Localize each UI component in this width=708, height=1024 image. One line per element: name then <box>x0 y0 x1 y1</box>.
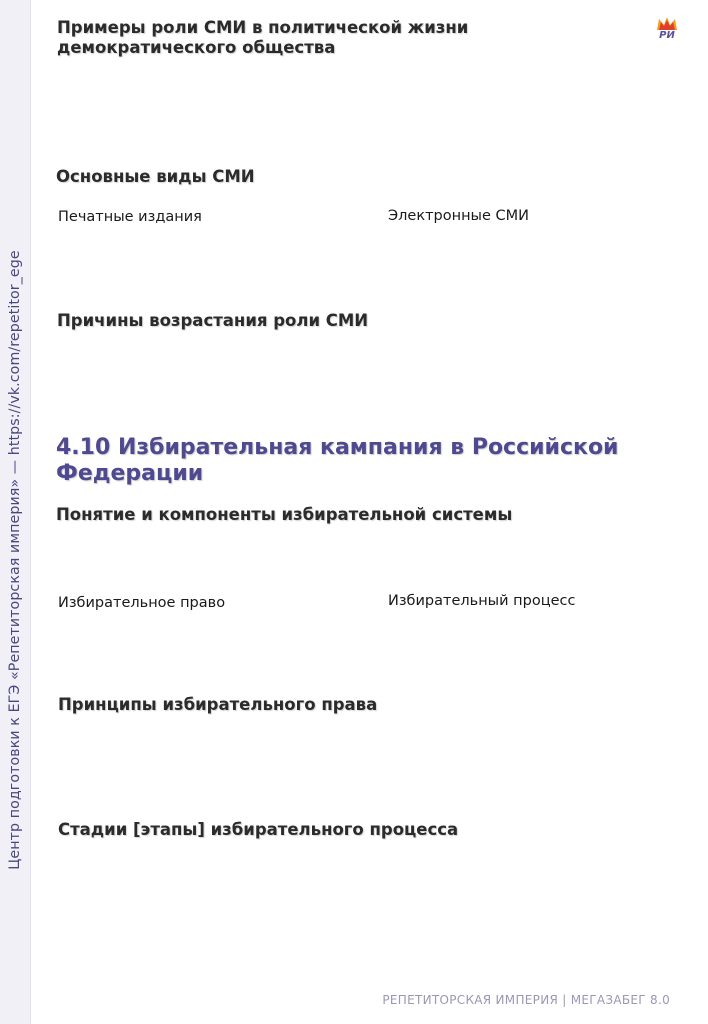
section-title: 4.10 Избирательная кампания в Российской Федерации <box>56 435 619 486</box>
print-media-label: Печатные издания <box>58 209 202 225</box>
electoral-stages-heading: Стадии [этапы] избирательного процесса <box>58 820 459 839</box>
sidebar-caption: Центр подготовки к ЕГЭ «Репетиторская империя» — https://vk.com/repetitor_ege <box>7 250 23 870</box>
footer <box>382 993 670 1007</box>
media-role-reasons-heading: Причины возрастания роли СМИ <box>57 311 369 330</box>
footer-brand: РЕПЕТИТОРСКАЯ ИМПЕРИЯ <box>382 993 559 1007</box>
sidebar <box>0 0 31 1024</box>
logo-text: РИ <box>659 30 675 41</box>
logo <box>654 16 680 46</box>
page-title: Примеры роли СМИ в политической жизни демократического общества <box>57 18 469 57</box>
election-system-heading: Понятие и компоненты избирательной системы <box>56 505 513 524</box>
footer-separator: | <box>558 993 571 1007</box>
media-types-heading: Основные виды СМИ <box>56 167 255 186</box>
electoral-law-label: Избирательное право <box>58 595 226 611</box>
electoral-process-label: Избирательный процесс <box>388 593 576 609</box>
footer-event: МЕГАЗАБЕГ 8.0 <box>570 993 670 1007</box>
electronic-media-label: Электронные СМИ <box>388 208 530 224</box>
electoral-principles-heading: Принципы избирательного права <box>58 695 378 714</box>
